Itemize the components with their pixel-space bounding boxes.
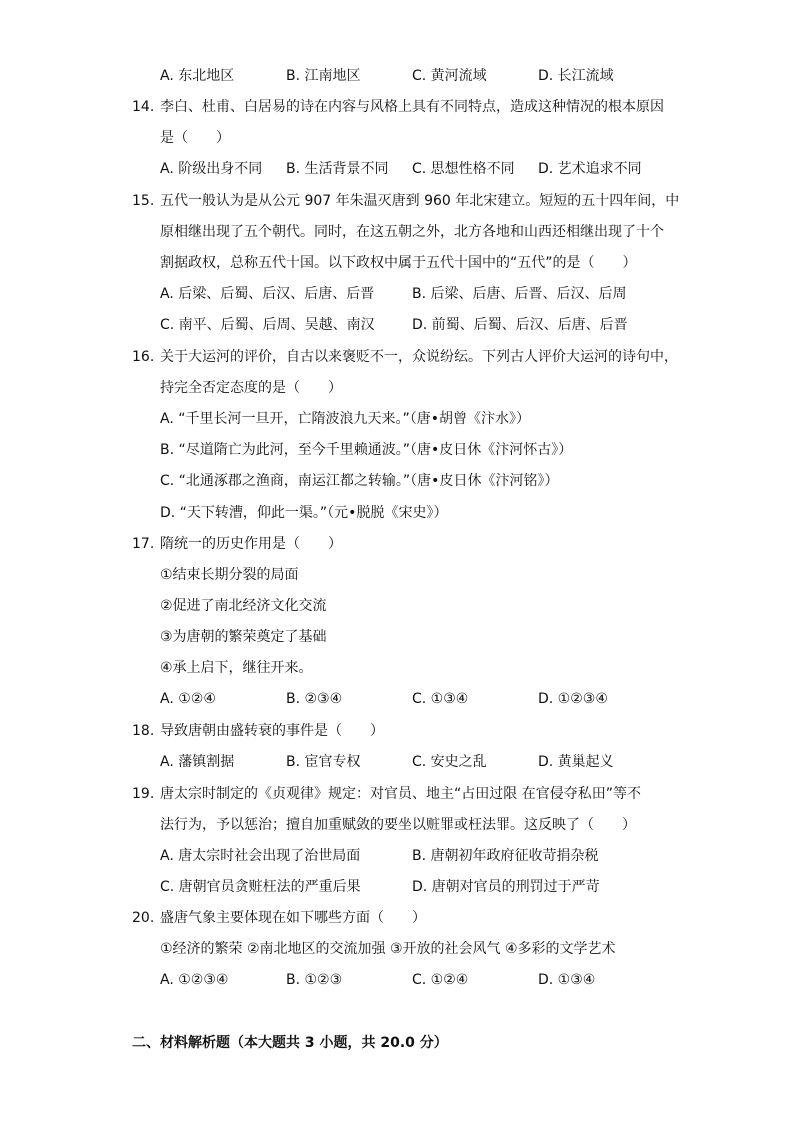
q19-stem-line-1: 唐太宗时制定的《贞观律》规定：对官员、地主“占田过限 在官侵夺私田”等不 (160, 786, 641, 802)
q14-number: 14. (132, 99, 155, 115)
q18-option-a: A. 藩镇割据 (160, 754, 235, 770)
q20-number: 20. (132, 910, 155, 926)
q15-option-b: B. 后梁、后唐、后晋、后汉、后周 (412, 286, 627, 302)
q15-number: 15. (132, 193, 155, 209)
q17-option-d: D. ①②③④ (538, 691, 608, 707)
q17-number: 17. (132, 536, 155, 552)
q14-stem-line-2: 是（ ） (160, 130, 230, 146)
q16-option-d: D. “天下转漕，仰此一渠。”（元•脱脱《宋史》） (160, 505, 448, 521)
q16-option-c: C. “北通涿郡之渔商，南运江都之转输。”（唐•皮日休《汴河铭》） (160, 473, 559, 489)
q20-option-b: B. ①②③ (286, 972, 343, 988)
q19-option-b: B. 唐朝初年政府征收苛捐杂税 (412, 848, 599, 864)
q20-option-d: D. ①③④ (538, 972, 596, 988)
q13-option-b: B. 江南地区 (286, 68, 361, 84)
q16-stem-line-1: 关于大运河的评价，自古以来褒贬不一，众说纷纭。下列古人评价大运河的诗句中， (160, 349, 678, 365)
q16-option-a: A. “千里长河一旦开，亡隋波浪九天来。”（唐•胡曾《汴水》） (160, 411, 530, 427)
q17-item-3: ③为唐朝的繁荣奠定了基础 (160, 629, 327, 645)
q17-item-1: ①结束长期分裂的局面 (160, 567, 299, 583)
q19-option-a: A. 唐太宗时社会出现了治世局面 (160, 848, 361, 864)
q18-option-c: C. 安史之乱 (412, 754, 487, 770)
q15-stem-line-3: 割据政权，总称五代十国。以下政权中属于五代十国中的“五代”的是（ ） (160, 255, 637, 271)
section-2-heading: 二、材料解析题（本大题共 3 小题，共 20.0 分） (132, 1035, 448, 1051)
q19-option-d: D. 唐朝对官员的刑罚过于严苛 (412, 879, 600, 895)
q13-option-d: D. 长江流域 (538, 68, 614, 84)
q18-option-d: D. 黄巢起义 (538, 754, 614, 770)
q15-stem-line-1: 五代一般认为是从公元 907 年朱温灭唐到 960 年北宋建立。短短的五十四年间，中 (160, 193, 680, 209)
q17-stem: 隋统一的历史作用是（ ） (160, 536, 342, 552)
q16-number: 16. (132, 349, 155, 365)
q15-option-c: C. 南平、后蜀、后周、吴越、南汉 (160, 317, 375, 333)
q13-option-a: A. 东北地区 (160, 68, 235, 84)
q20-option-c: C. ①②④ (412, 972, 469, 988)
q14-option-c: C. 思想性格不同 (412, 161, 515, 177)
q17-item-4: ④承上启下，继往开来。 (160, 660, 313, 676)
q17-option-c: C. ①③④ (412, 691, 469, 707)
q16-stem-line-2: 持完全否定态度的是（ ） (160, 380, 342, 396)
q19-number: 19. (132, 786, 155, 802)
q15-option-d: D. 前蜀、后蜀、后汉、后唐、后晋 (412, 317, 628, 333)
q14-option-a: A. 阶级出身不同 (160, 161, 263, 177)
q16-option-b: B. “尽道隋亡为此河，至今千里赖通波。”（唐•皮日休《汴河怀古》） (160, 442, 573, 458)
q15-option-a: A. 后梁、后蜀、后汉、后唐、后晋 (160, 286, 375, 302)
q17-item-2: ②促进了南北经济文化交流 (160, 598, 327, 614)
q14-option-b: B. 生活背景不同 (286, 161, 389, 177)
q13-option-c: C. 黄河流域 (412, 68, 487, 84)
q18-number: 18. (132, 723, 155, 739)
q19-option-c: C. 唐朝官员贪赃枉法的严重后果 (160, 879, 361, 895)
q15-stem-line-2: 原相继出现了五个朝代。同时，在这五朝之外，北方各地和山西还相继出现了十个 (160, 224, 664, 240)
q19-stem-line-2: 法行为，予以惩治；擅自加重赋敛的要坐以赃罪或枉法罪。这反映了（ ） (160, 817, 636, 833)
q14-option-d: D. 艺术追求不同 (538, 161, 642, 177)
q17-option-b: B. ②③④ (286, 691, 343, 707)
q18-stem: 导致唐朝由盛转衰的事件是（ ） (160, 723, 384, 739)
q20-items: ①经济的繁荣 ②南北地区的交流加强 ③开放的社会风气 ④多彩的文学艺术 (160, 941, 616, 957)
q20-stem: 盛唐气象主要体现在如下哪些方面（ ） (160, 910, 426, 926)
q17-option-a: A. ①②④ (160, 691, 216, 707)
q20-option-a: A. ①②③④ (160, 972, 229, 988)
q18-option-b: B. 宦官专权 (286, 754, 361, 770)
q14-stem-line-1: 李白、杜甫、白居易的诗在内容与风格上具有不同特点，造成这种情况的根本原因 (160, 99, 664, 115)
